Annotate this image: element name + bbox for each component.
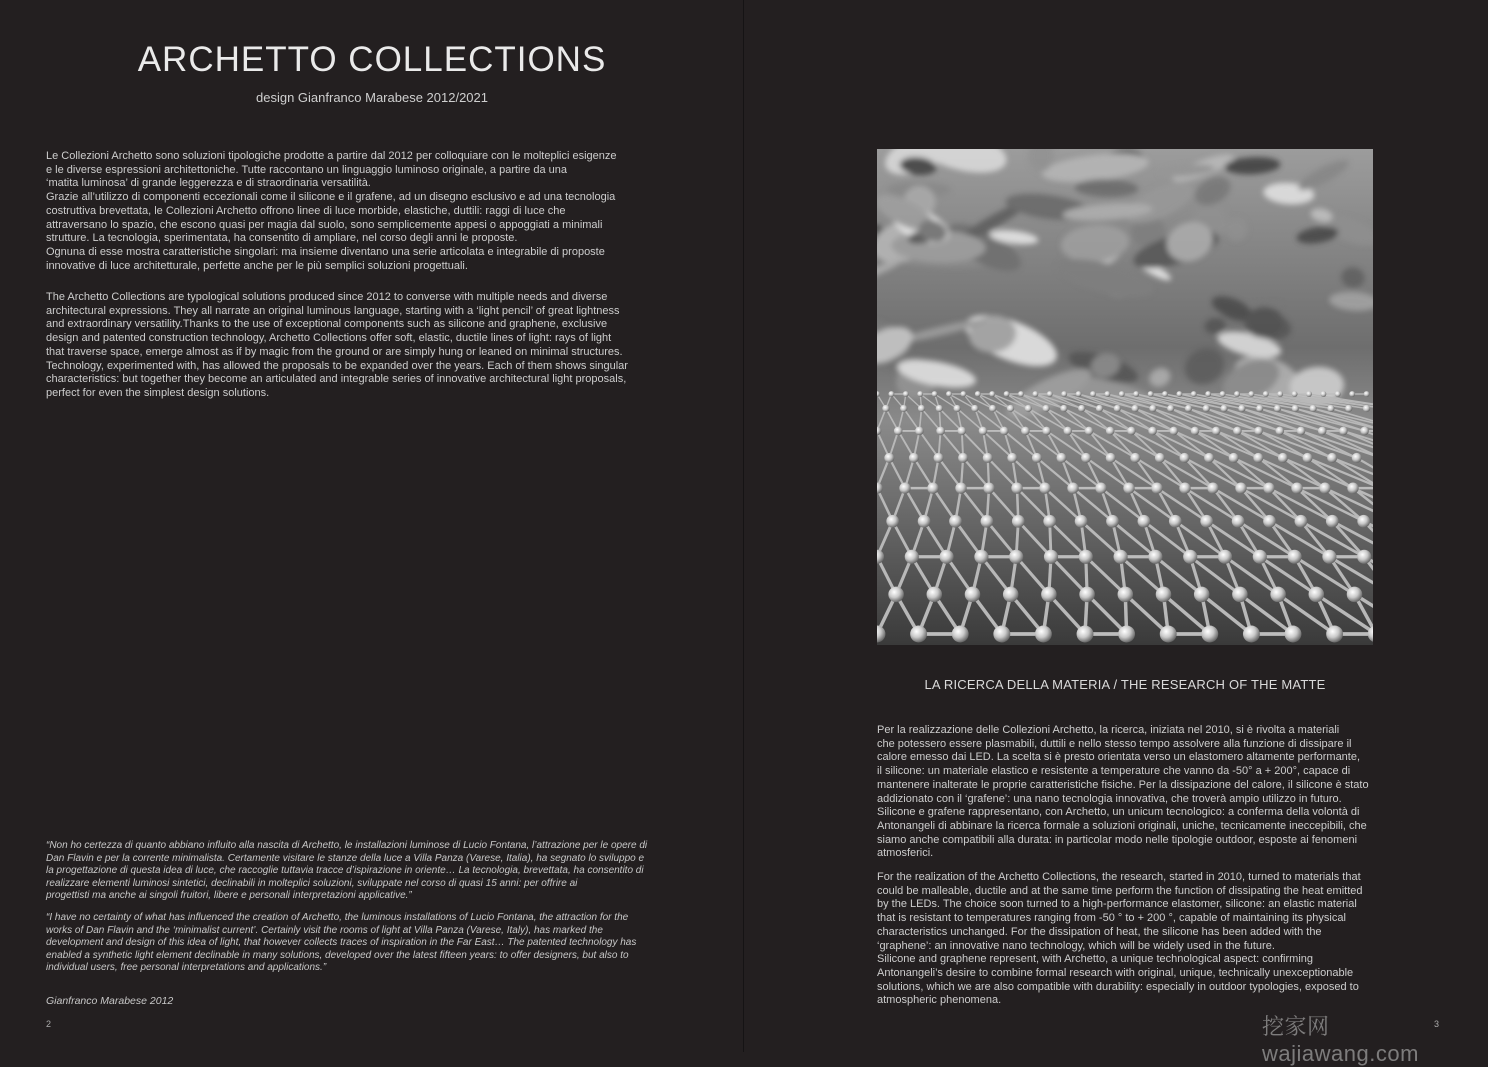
lattice-atom bbox=[1155, 453, 1165, 463]
text-line: could be malleable, ductile and at the same time perform the function of dissipating the heat emitted bbox=[877, 884, 1363, 897]
lattice-atom bbox=[1212, 427, 1221, 436]
italian-research-paragraph bbox=[877, 724, 1377, 861]
lattice-atom bbox=[915, 427, 924, 436]
lattice-atom bbox=[1077, 626, 1094, 643]
lattice-atom bbox=[1179, 482, 1190, 493]
lattice-atom bbox=[1229, 453, 1239, 463]
lattice-atom bbox=[1127, 427, 1136, 436]
lattice-atom bbox=[1119, 391, 1125, 397]
left-page bbox=[0, 0, 744, 1052]
text-line: design and patented construction technology, Archetto Collections offer soft, elastic, ductile lines of light: rays of light bbox=[46, 332, 612, 345]
lattice-atom bbox=[1335, 391, 1341, 397]
lattice-atom bbox=[1131, 405, 1138, 412]
lattice-atom bbox=[882, 405, 889, 412]
text-line: architectural expressions. They all narrate an original luminous language, starting with a ‘light pencil’ of great lightness bbox=[46, 304, 620, 317]
lattice-atom bbox=[1292, 405, 1299, 412]
lattice-atom bbox=[1322, 550, 1336, 564]
lattice-atom bbox=[1327, 405, 1334, 412]
lattice-atom bbox=[1106, 515, 1119, 528]
lattice-atom bbox=[1256, 405, 1263, 412]
lattice-atom bbox=[1270, 587, 1286, 603]
lattice-atom bbox=[1327, 453, 1337, 463]
text-line: calore emesso dai LED. La scelta si è presto orientata verso un elastomero altamente performante, bbox=[877, 751, 1361, 764]
text-line: works of Dan Flavin and the ‘minimalist current’. Certainly visit the rooms of light at Villa Panza (Varese, Italy), has marked the bbox=[46, 924, 603, 936]
lattice-atom bbox=[1021, 427, 1030, 436]
lattice-atom bbox=[974, 550, 988, 564]
lattice-atom bbox=[1000, 427, 1009, 436]
lattice-atom bbox=[1347, 587, 1363, 603]
lattice-atom bbox=[1288, 550, 1302, 564]
lattice-atom bbox=[957, 427, 966, 436]
lattice-atom bbox=[884, 453, 894, 463]
lattice-atom bbox=[1220, 405, 1227, 412]
lattice-atom bbox=[1326, 626, 1343, 643]
text-line: ‘graphene’: an innovative nano technology, which will be widely used in the future. bbox=[877, 939, 1275, 952]
lattice-atom bbox=[1081, 453, 1091, 463]
lattice-atom bbox=[1185, 405, 1192, 412]
lattice-atom bbox=[1118, 587, 1134, 603]
lattice-atom bbox=[989, 405, 996, 412]
text-line: ‘matita luminosa’ di grande leggerezza e di straordinaria versatilità. bbox=[46, 177, 371, 190]
lattice-atom bbox=[1044, 550, 1058, 564]
lattice-atom bbox=[1011, 482, 1022, 493]
lattice-atom bbox=[1232, 587, 1248, 603]
lattice-atom bbox=[1176, 391, 1182, 397]
lattice-atom bbox=[1191, 427, 1200, 436]
lattice-atom bbox=[918, 405, 925, 412]
lattice-atom bbox=[1277, 391, 1283, 397]
lattice-atom bbox=[936, 427, 945, 436]
text-line: atmosferici. bbox=[877, 847, 934, 860]
lattice-atom bbox=[1347, 482, 1358, 493]
lattice-atom bbox=[917, 391, 923, 397]
lattice-atom bbox=[910, 626, 927, 643]
lattice-atom bbox=[1060, 405, 1067, 412]
lattice-atom bbox=[1234, 391, 1240, 397]
lattice-atom bbox=[1306, 391, 1312, 397]
lattice-atom bbox=[932, 391, 938, 397]
lattice-atom bbox=[1151, 482, 1162, 493]
lattice-atom bbox=[1042, 427, 1051, 436]
lattice-atom bbox=[1364, 391, 1370, 397]
lattice-atom bbox=[1253, 453, 1263, 463]
lattice-atom bbox=[975, 391, 981, 397]
lattice-atom bbox=[1253, 550, 1267, 564]
lattice-atom bbox=[971, 405, 978, 412]
text-line: individual users, free personal interpretations and applications.” bbox=[46, 962, 327, 974]
lattice-atom bbox=[1254, 427, 1263, 436]
lattice-atom bbox=[1357, 515, 1370, 528]
text-line: costruttiva brevettata, le Collezioni Archetto offrono linee di luce morbide, elastiche, duttili: raggi di luce che bbox=[46, 204, 566, 217]
lattice-atom bbox=[953, 405, 960, 412]
lattice-atom bbox=[981, 515, 994, 528]
lattice-atom bbox=[1205, 391, 1211, 397]
lattice-atom bbox=[946, 391, 952, 397]
text-line: atmospheric phenomena. bbox=[877, 994, 1002, 1007]
lattice-atom bbox=[1018, 391, 1024, 397]
text-line: perfect for even the simplest design solutions. bbox=[46, 386, 270, 399]
lattice-atom bbox=[903, 391, 909, 397]
lattice-atom bbox=[1263, 515, 1276, 528]
lattice-atom bbox=[888, 587, 904, 603]
lattice-atom bbox=[934, 453, 944, 463]
lattice-atom bbox=[1363, 405, 1370, 412]
lattice-atom bbox=[1047, 391, 1053, 397]
text-line: development and design of this idea of light, that however collects traces of inspiration in the Far East… The patented technology has bbox=[46, 937, 637, 949]
text-line: progettisti ma anche ai singoli fruitori, libere e personali interpretazioni applicative.” bbox=[46, 890, 412, 902]
lattice-atom bbox=[1263, 482, 1274, 493]
lattice-atom bbox=[1309, 587, 1325, 603]
lattice-atom bbox=[1156, 587, 1172, 603]
lattice-atom bbox=[958, 453, 968, 463]
lattice-atom bbox=[1007, 453, 1017, 463]
lattice-atom bbox=[993, 626, 1010, 643]
lattice-atom bbox=[940, 550, 954, 564]
lattice-atom bbox=[1032, 453, 1042, 463]
section-caption: LA RICERCA DELLA MATERIA / THE RESEARCH OF THE MATTE bbox=[924, 677, 1326, 692]
lattice-atom bbox=[1039, 482, 1050, 493]
lattice-atom bbox=[965, 587, 981, 603]
text-line: that is resistant to temperatures ranging from -50 ° to + 200 °, capable of maintaining its physical bbox=[877, 912, 1346, 925]
lattice-atom bbox=[1326, 515, 1339, 528]
lattice-atom bbox=[918, 515, 931, 528]
lattice-atom bbox=[1233, 427, 1242, 436]
lattice-atom bbox=[1009, 550, 1023, 564]
lattice-atom bbox=[1220, 391, 1226, 397]
lattice-atom bbox=[899, 482, 910, 493]
lattice-atom bbox=[1191, 391, 1197, 397]
text-line: siamo anche compatibili alla durata: in particolar modo nelle tipologie outdoor, esposte ai fenomeni bbox=[877, 833, 1358, 846]
text-line: Silicone and graphene represent, with Archetto, a unique technological aspect: confirming bbox=[877, 953, 1313, 966]
lattice-atom bbox=[1076, 391, 1082, 397]
lattice-atom bbox=[1114, 405, 1121, 412]
text-line: that traverse space, emerge almost as if by magic from the ground or are simply hung or leaned on minimal structures. bbox=[46, 345, 623, 358]
english-research-paragraph bbox=[877, 871, 1377, 1008]
lattice-atom bbox=[1203, 405, 1210, 412]
lattice-atom bbox=[886, 515, 899, 528]
text-line: Silicone e grafene rappresentano, con Archetto, un unicum tecnologico: a conferma della volontà di bbox=[877, 806, 1360, 819]
graphene-photo bbox=[877, 149, 1373, 645]
text-line: Ognuna di esse mostra caratteristiche singolari: ma insieme diventano una serie articolata e integrabile di proposte bbox=[46, 245, 605, 258]
text-line: addizionato con il ‘grafene’: una nano tecnologia innovativa, che troverà ampio utilizzo in futuro. bbox=[877, 792, 1342, 805]
lattice-atom bbox=[949, 515, 962, 528]
lattice-atom bbox=[1090, 391, 1096, 397]
lattice-atom bbox=[1339, 427, 1348, 436]
page-number-left: 2 bbox=[46, 1019, 52, 1029]
lattice-atom bbox=[1238, 405, 1245, 412]
lattice-atom bbox=[927, 482, 938, 493]
text-line: and extraordinary versatility.Thanks to the use of exceptional components such as silicone and graphene, exclusive bbox=[46, 318, 608, 331]
lattice-atom bbox=[1232, 515, 1245, 528]
site-watermark: 挖家网 wajiawang.com bbox=[1262, 1014, 1419, 1066]
english-quote bbox=[46, 912, 701, 975]
text-line: realizzare elementi luminosi sintetici, declinabili in molteplici soluzioni, sviluppate nel corso di quasi 15 anni: per offrire ai bbox=[46, 877, 578, 889]
lattice-atom bbox=[1167, 405, 1174, 412]
lattice-atom bbox=[1263, 391, 1269, 397]
lattice-atom bbox=[1297, 427, 1306, 436]
lattice-atom bbox=[1148, 427, 1157, 436]
lattice-atom bbox=[1063, 427, 1072, 436]
text-line: e le diverse espressioni architettoniche. Tutte raccontano un linguaggio luminoso originale, a partire da una bbox=[46, 163, 567, 176]
lattice-atom bbox=[1032, 391, 1038, 397]
lattice-atom bbox=[1114, 550, 1128, 564]
lattice-atom bbox=[955, 482, 966, 493]
english-intro-paragraph bbox=[46, 291, 701, 401]
lattice-atom bbox=[1042, 405, 1049, 412]
lattice-atom bbox=[1057, 453, 1067, 463]
lattice-atom bbox=[1201, 626, 1218, 643]
lattice-atom bbox=[1133, 391, 1139, 397]
lattice-atom bbox=[927, 587, 943, 603]
lattice-atom bbox=[1079, 550, 1093, 564]
lattice-atom bbox=[983, 482, 994, 493]
lattice-atom bbox=[1025, 405, 1032, 412]
lattice-atom bbox=[1148, 550, 1162, 564]
text-line: Grazie all’utilizzo di componenti eccezionali come il silicone e il grafene, ad un disegno esclusivo e ad una tecnologia bbox=[46, 191, 616, 204]
lattice-atom bbox=[1248, 391, 1254, 397]
lattice-atom bbox=[1130, 453, 1140, 463]
italian-quote bbox=[46, 840, 701, 903]
lattice-atom bbox=[1106, 427, 1115, 436]
text-line: Technology, experimented with, has allowed the proposals to be expanded over the years. Each of them shows singular bbox=[46, 359, 628, 372]
text-line: “Non ho certezza di quanto abbiano influito alla nascita di Archetto, le installazioni luminose di Lucio Fontana, l’attrazione per le opere di bbox=[46, 840, 648, 851]
italian-intro-paragraph bbox=[46, 150, 696, 273]
lattice-atom bbox=[1123, 482, 1134, 493]
lattice-atom bbox=[1169, 515, 1182, 528]
lattice-atom bbox=[1003, 587, 1019, 603]
lattice-atom bbox=[1061, 391, 1067, 397]
text-line: Dan Flavin e per la corrente minimalista. Certamente visitare le stanze della luce a Villa Panza (Varese, Italia), ha segnato lo sviluppo e bbox=[46, 852, 645, 864]
lattice-atom bbox=[979, 427, 988, 436]
page-subtitle: design Gianfranco Marabese 2012/2021 bbox=[256, 90, 488, 105]
lattice-atom bbox=[1096, 405, 1103, 412]
lattice-atom bbox=[1041, 587, 1057, 603]
lattice-atom bbox=[1357, 550, 1371, 564]
lattice-atom bbox=[1162, 391, 1168, 397]
text-line: strutture. La tecnologia, sperimentata, ha consentito di ampliare, nel corso degli anni le proposte. bbox=[46, 232, 518, 245]
text-line: che potessero essere plasmabili, duttili e nello stesso tempo assolvere alla funzione di dissipare il bbox=[877, 737, 1352, 750]
text-line: characteristics: but together they become an articulated and integrable series of innovative architectural light proposals, bbox=[46, 373, 627, 386]
text-line: For the realization of the Archetto Collections, the research, started in 2010, turned to materials that bbox=[877, 871, 1361, 883]
lattice-atom bbox=[1075, 515, 1088, 528]
lattice-atom bbox=[1291, 482, 1302, 493]
text-line: Per la realizzazione delle Collezioni Archetto, la ricerca, iniziata nel 2010, si è rivolta a materiali bbox=[877, 724, 1340, 736]
lattice-atom bbox=[1274, 405, 1281, 412]
lattice-atom bbox=[1138, 515, 1151, 528]
lattice-atom bbox=[1292, 391, 1298, 397]
lattice-atom bbox=[1104, 391, 1110, 397]
lattice-atom bbox=[1043, 515, 1056, 528]
lattice-atom bbox=[1118, 626, 1135, 643]
text-line: enabled a synthetic light element declinable in many solutions, developed over the latest fifteen years: to offer designers, but also to bbox=[46, 949, 629, 961]
text-line: attraversano lo spazio, che escono quasi per magia dal suolo, sono semplicemente appesi o appoggiati a minimali bbox=[46, 218, 603, 231]
quote-signature: Gianfranco Marabese 2012 bbox=[46, 995, 174, 1007]
lattice-atom bbox=[1078, 405, 1085, 412]
lattice-atom bbox=[1149, 405, 1156, 412]
text-line: The Archetto Collections are typological solutions produced since 2012 to converse with multiple needs and diverse bbox=[46, 291, 608, 303]
lattice-atom bbox=[952, 626, 969, 643]
text-line: la progettazione di questa idea di luce, che raccoglie tuttavia tracce d’ispirazione in oriente… La tecnologia, brevettata, ha consentito di bbox=[46, 865, 644, 877]
lattice-atom bbox=[1169, 427, 1178, 436]
lattice-atom bbox=[1218, 550, 1232, 564]
lattice-atom bbox=[1183, 550, 1197, 564]
lattice-atom bbox=[1200, 515, 1213, 528]
text-line: characteristics unchanged. For the dissipation of heat, the silicone has been added with the bbox=[877, 925, 1322, 938]
text-line: mantenere inalterate le proprie caratteristiche fisiche. Per la dissipazione del calore, il silicone è stato bbox=[877, 778, 1369, 791]
lattice-atom bbox=[888, 391, 894, 397]
lattice-atom bbox=[909, 453, 919, 463]
lattice-atom bbox=[983, 453, 993, 463]
lattice-atom bbox=[960, 391, 966, 397]
lattice-atom bbox=[1148, 391, 1154, 397]
lattice-atom bbox=[1095, 482, 1106, 493]
lattice-atom bbox=[894, 427, 903, 436]
lattice-atom bbox=[1320, 391, 1326, 397]
text-line: “I have no certainty of what has influenced the creation of Archetto, the luminous installations of Lucio Fontana, the attraction for the bbox=[46, 912, 629, 923]
lattice-atom bbox=[900, 405, 907, 412]
lattice-atom bbox=[1180, 453, 1190, 463]
lattice-atom bbox=[1318, 427, 1327, 436]
lattice-atom bbox=[1085, 427, 1094, 436]
lattice-atom bbox=[1303, 453, 1313, 463]
text-line: il silicone: un materiale elastico e resistente a temperature che vanno da -50° a + 200°, capace di bbox=[877, 765, 1351, 778]
lattice-atom bbox=[1349, 391, 1355, 397]
lattice-atom bbox=[1035, 626, 1052, 643]
text-line: solutions, which we are also compatible with durability: especially in outdoor typologies, exposed to bbox=[877, 980, 1359, 993]
text-line: Antonangeli di abbinare la ricerca formale a soluzioni originali, uniche, tecnicamente ineccepibili, che bbox=[877, 819, 1367, 832]
page-number-right: 3 bbox=[1434, 1019, 1440, 1029]
lattice-atom bbox=[1004, 391, 1010, 397]
lattice-atom bbox=[1204, 453, 1214, 463]
text-line: Antonangeli’s desire to combine formal research with original, unique, technically unexceptionable bbox=[877, 966, 1354, 979]
lattice-atom bbox=[1319, 482, 1330, 493]
text-line: Le Collezioni Archetto sono soluzioni tipologiche prodotte a partire dal 2012 per colloquiare con le molteplici esigenze bbox=[46, 150, 617, 162]
lattice-atom bbox=[1295, 515, 1308, 528]
text-line: by the LEDs. The choice soon turned to a high-performance elastomer, silicone: an elastic material bbox=[877, 898, 1357, 911]
lattice-atom bbox=[1309, 405, 1316, 412]
lattice-atom bbox=[1012, 515, 1025, 528]
lattice-atom bbox=[1360, 427, 1369, 436]
lattice-atom bbox=[1067, 482, 1078, 493]
lattice-atom bbox=[1160, 626, 1177, 643]
page-title: ARCHETTO COLLECTIONS bbox=[137, 40, 607, 79]
lattice-atom bbox=[1235, 482, 1246, 493]
lattice-atom bbox=[989, 391, 995, 397]
text-line: innovative di luce architetturale, perfette anche per le più semplici soluzioni progettuali. bbox=[46, 259, 468, 272]
lattice-atom bbox=[1352, 453, 1362, 463]
lattice-atom bbox=[1106, 453, 1116, 463]
lattice-atom bbox=[905, 550, 919, 564]
lattice-atom bbox=[1194, 587, 1210, 603]
lattice-atom bbox=[1243, 626, 1260, 643]
lattice-atom bbox=[936, 405, 943, 412]
lattice-atom bbox=[1278, 453, 1288, 463]
lattice-atom bbox=[1345, 405, 1352, 412]
lattice-atom bbox=[1007, 405, 1014, 412]
lattice-atom bbox=[1285, 626, 1302, 643]
lattice-atom bbox=[1079, 587, 1095, 603]
lattice-atom bbox=[1275, 427, 1284, 436]
lattice-atom bbox=[1207, 482, 1218, 493]
